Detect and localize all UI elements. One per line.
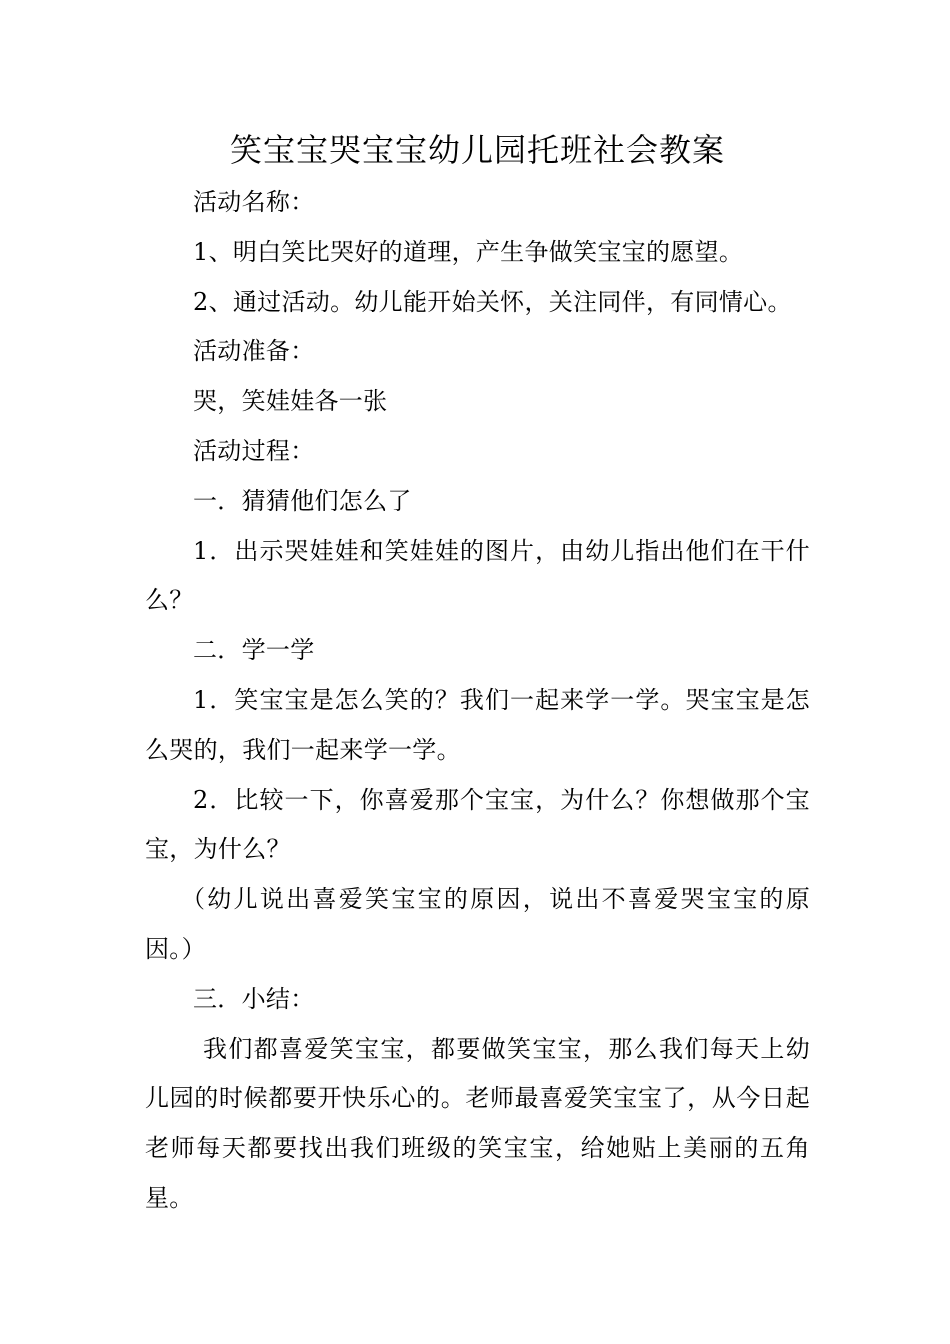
paragraph: 1、明白笑比哭好的道理，产生争做笑宝宝的愿望。	[193, 237, 744, 266]
paragraph: 1．出示哭娃娃和笑娃娃的图片，由幼儿指出他们在干什么？	[145, 536, 810, 615]
paragraph: 活动过程：	[193, 436, 315, 465]
paragraph: 1．笑宝宝是怎么笑的？我们一起来学一学。哭宝宝是怎么哭的，我们一起来学一学。	[145, 685, 810, 764]
paragraph: 一．猜猜他们怎么了	[193, 486, 412, 515]
paragraph: 2、通过活动。幼儿能开始关怀，关注同伴，有同情心。	[193, 287, 792, 316]
paragraph: 三．小结：	[193, 984, 315, 1013]
paragraph: 二．学一学	[193, 636, 315, 665]
paragraph: 哭，笑娃娃各一张	[193, 387, 388, 416]
paragraph: 活动名称：	[193, 188, 315, 216]
document-page	[145, 122, 810, 1224]
document-body	[145, 178, 810, 1224]
paragraph: 我们都喜爱笑宝宝，都要做笑宝宝，那么我们每天上幼儿园的时候都要开快乐心的。老师最喜爱笑宝宝了，从今日起老师每天都要找出我们班级的笑宝宝，给她贴上美丽的五角星。	[145, 1034, 810, 1212]
paragraph: （幼儿说出喜爱笑宝宝的原因，说出不喜爱哭宝宝的原因。）	[145, 885, 810, 963]
paragraph: 2．比较一下，你喜爱那个宝宝，为什么？你想做那个宝宝，为什么？	[145, 785, 810, 864]
document-title: 笑宝宝哭宝宝幼儿园托班社会教案	[229, 131, 725, 169]
paragraph: 活动准备：	[193, 337, 315, 366]
